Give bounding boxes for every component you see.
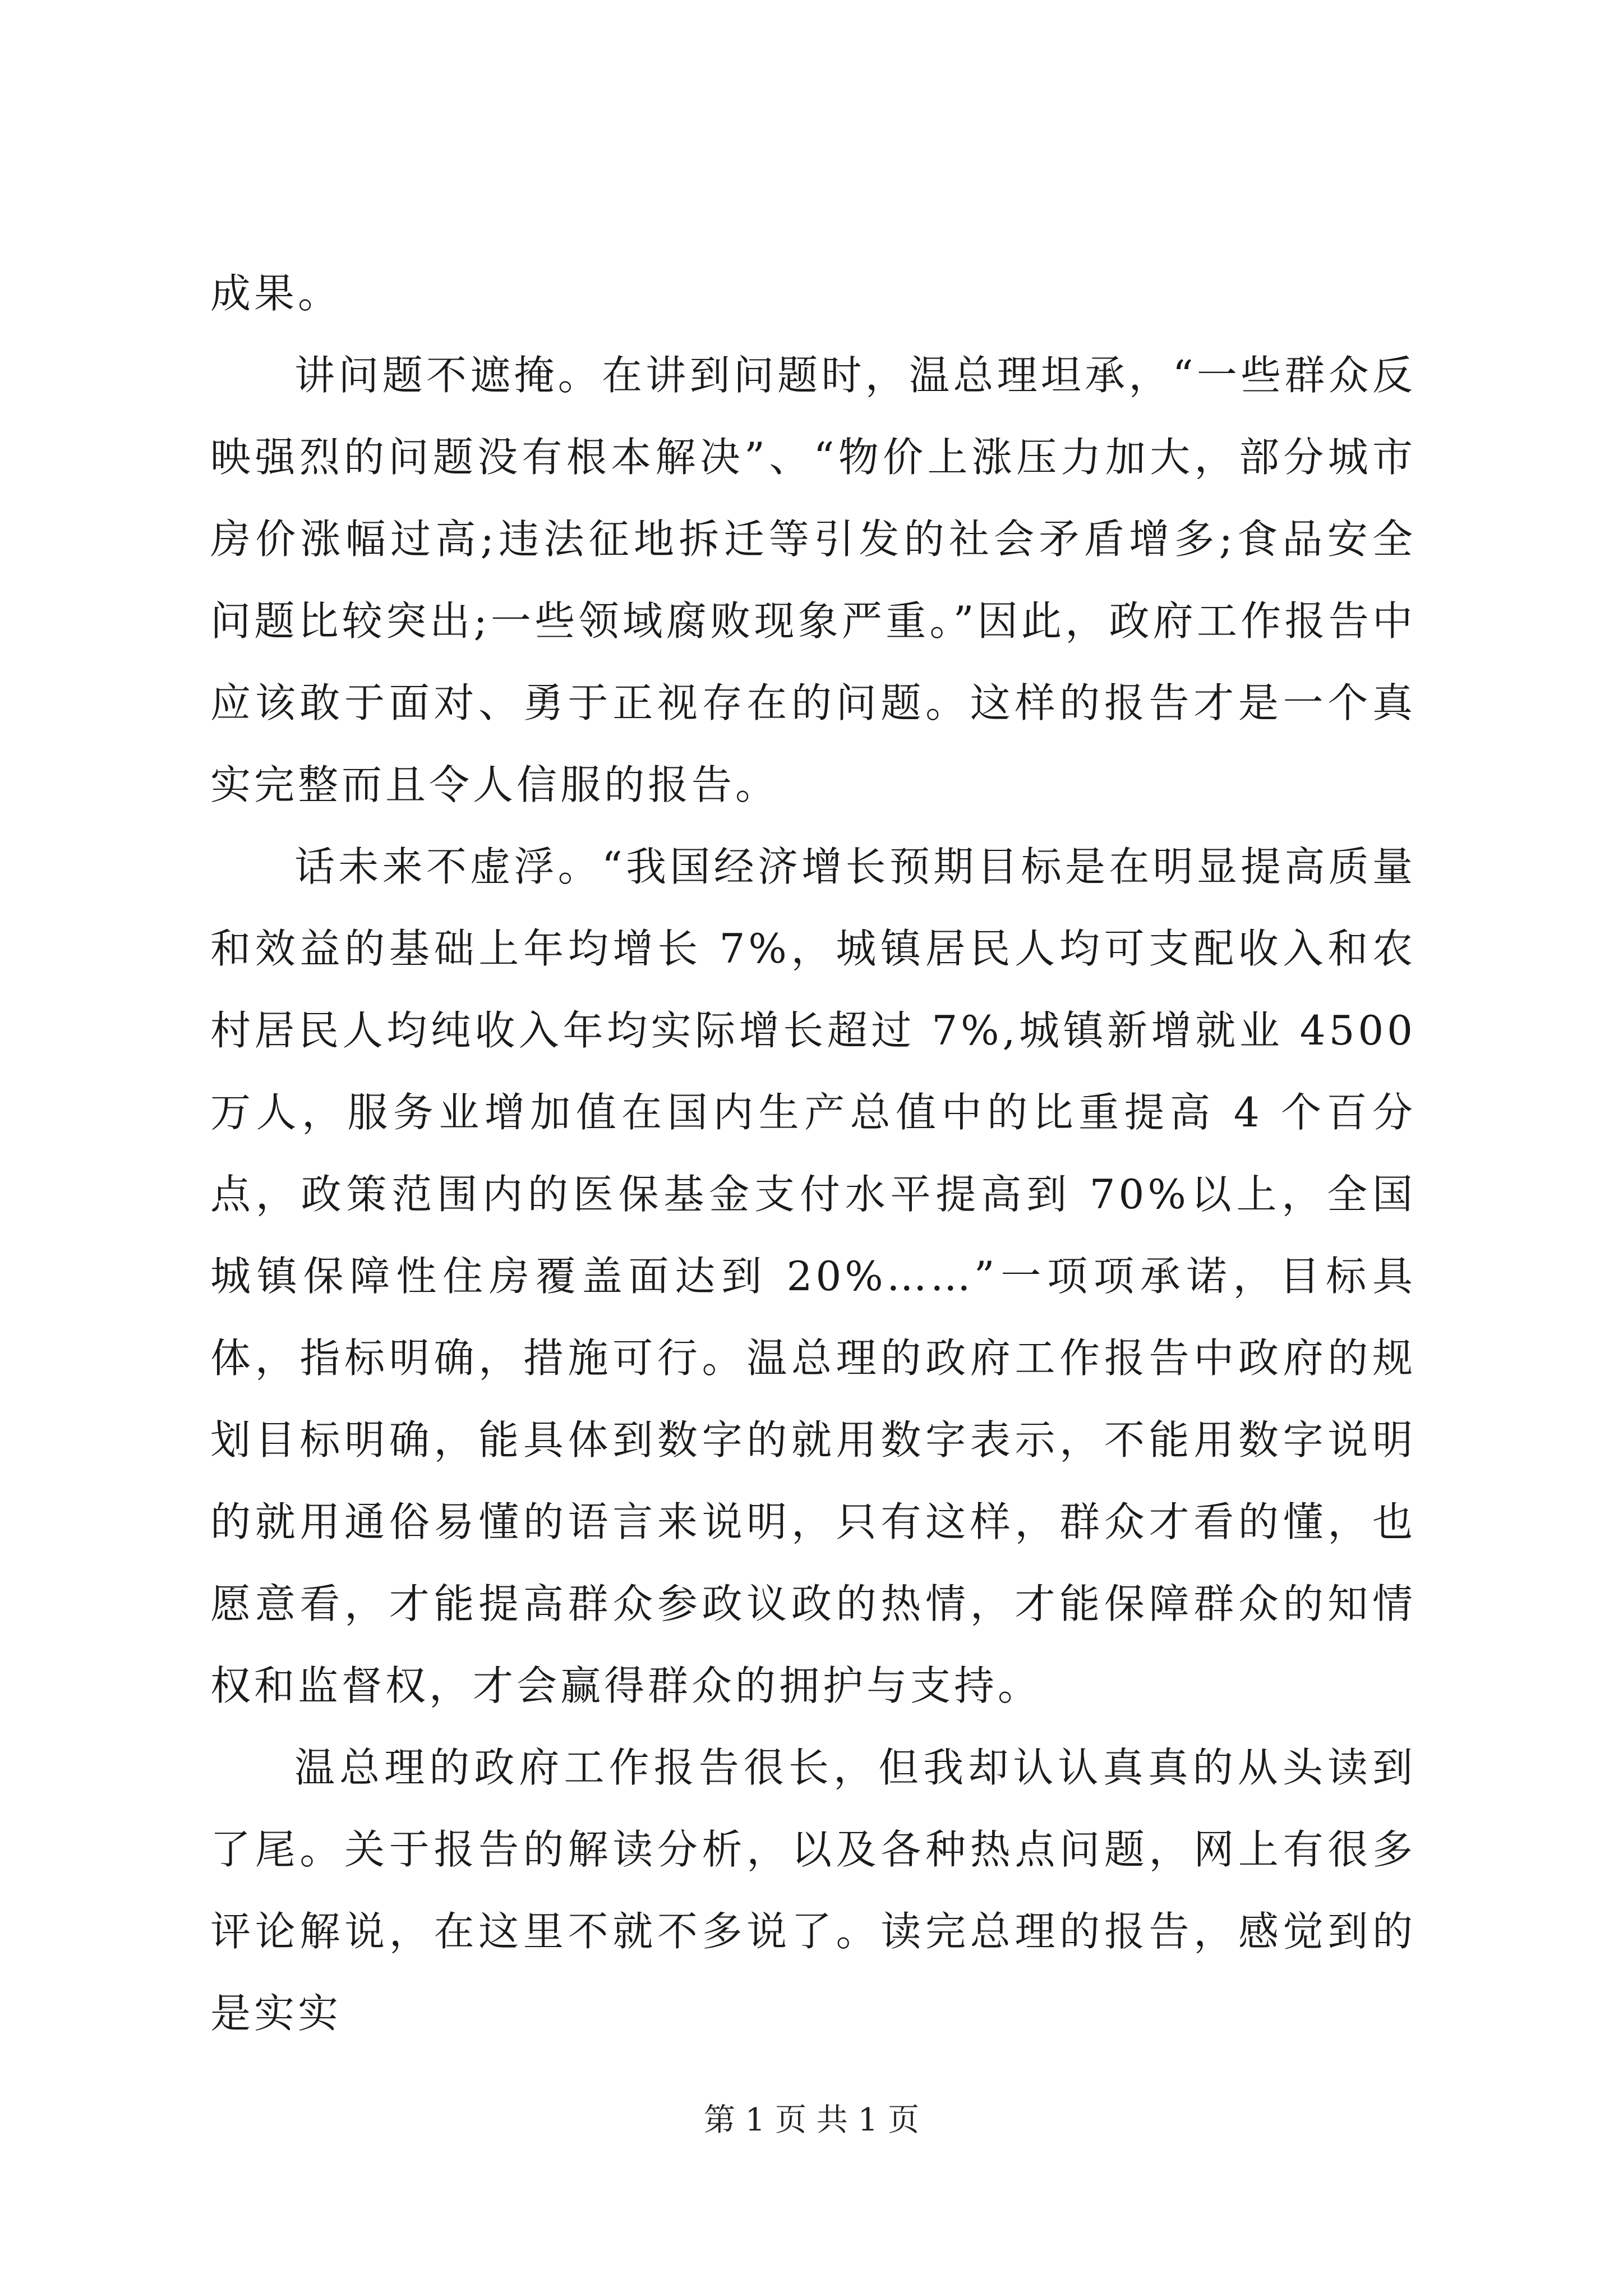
paragraph-future: 话未来不虚浮。“我国经济增长预期目标是在明显提高质量和效益的基础上年均增长 7%，城镇居民人均可支配收入和农村居民人均纯收入年均实际增长超过 7%,城镇新增就业 4500 万人，服务业增加值在国内生产总值中的比重提高 4 个百分点，政策范围内的医保基金支付水平提高到 70%以上，全国城镇保障性住房覆盖面达到 20%……”一项项承诺，目标具体，指标明确，措施可行。温总理的政府工作报告中政府的规划目标明确，能具体到数字的就用数字表示，不能用数字说明的就用通俗易懂的语言来说明，只有这样，群众才看的懂，也愿意看，才能提高群众参政议政的热情，才能保障群众的知情权和监督权，才会赢得群众的拥护与支持。 xyxy=(210,843,1416,1709)
page-number: 第 1 页 共 1 页 xyxy=(703,2102,920,2138)
page-footer xyxy=(0,2101,1623,2140)
paragraph-closing: 温总理的政府工作报告很长，但我却认认真真的从头读到了尾。关于报告的解读分析，以及各种热点问题，网上有很多评论解说，在这里不就不多说了。读完总理的报告，感觉到的是实实 xyxy=(210,1744,1416,2037)
paragraph-problems: 讲问题不遮掩。在讲到问题时，温总理坦承，“一些群众反映强烈的问题没有根本解决”、“物价上涨压力加大，部分城市房价涨幅过高;违法征地拆迁等引发的社会矛盾增多;食品安全问题比较突出;一些领域腐败现象严重。”因此，政府工作报告中应该敢于面对、勇于正视存在的问题。这样的报告才是一个真实完整而且令人信服的报告。 xyxy=(210,352,1416,808)
document-body xyxy=(210,252,1416,2054)
paragraph-continuation: 成果。 xyxy=(210,270,342,317)
